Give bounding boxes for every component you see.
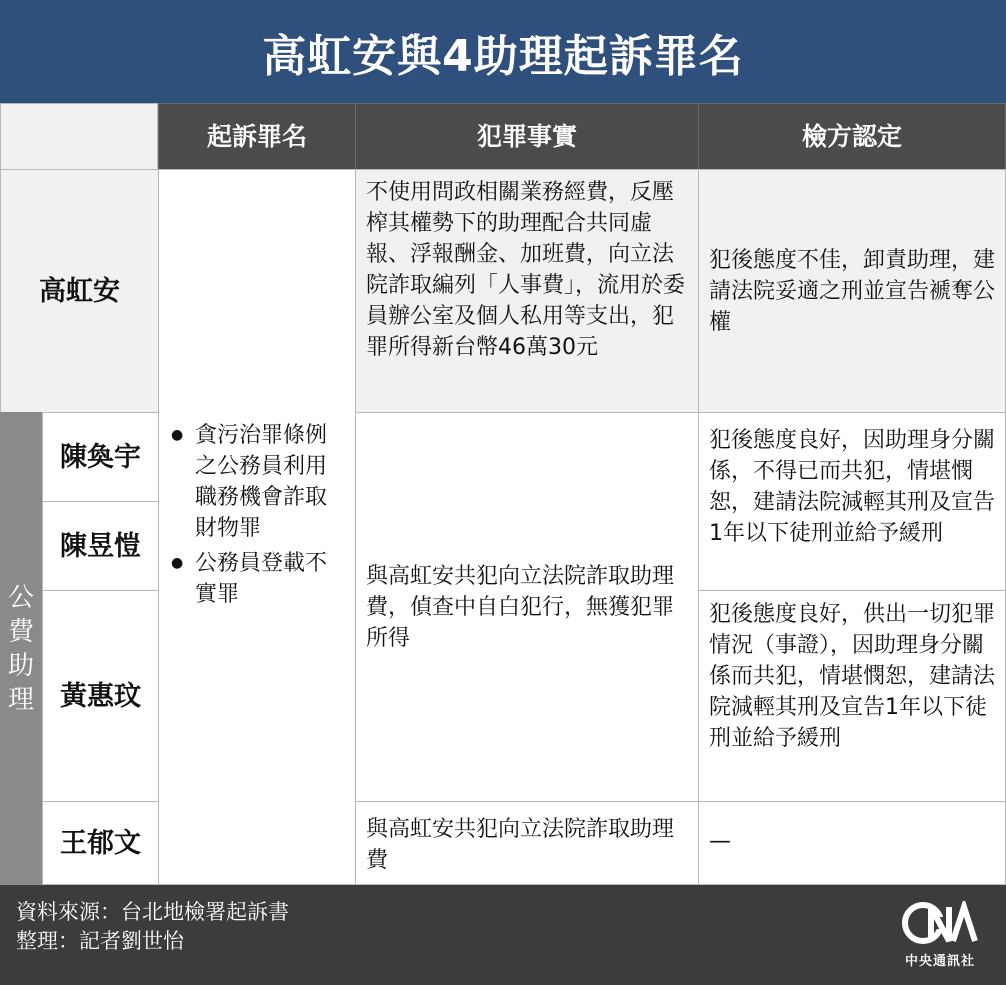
- prosecutor-wang-text: —: [709, 829, 731, 854]
- cna-logo: [894, 901, 986, 971]
- side-label-char: 費: [7, 616, 34, 647]
- header-prosecutor: 檢方認定: [698, 103, 1006, 170]
- footer-source: 資料來源：台北地檢署起訴書: [16, 900, 289, 924]
- page-title: 高虹安與4助理起訴罪名: [0, 0, 1006, 103]
- defendant-name-wang-yu-wen: 王郁文: [42, 801, 159, 885]
- charge-item: ● 貪污治罪條例之公務員利用職務機會詐取財物罪: [171, 420, 347, 544]
- prosecutor-kao-text: 犯後態度不佳，卸責助理，建請法院妥適之刑並宣告褫奪公權: [709, 247, 996, 335]
- facts-kao: 不使用問政相關業務經費，反壓榨其權勢下的助理配合共同虛報、浮報酬金、加班費，向立法院詐取編列「人事費」，流用於委員辦公室及個人私用等支出，犯罪所得新台幣46萬30元: [355, 169, 699, 413]
- defendant-name-kao: 高虹安: [0, 169, 159, 413]
- side-label-char: 公: [7, 582, 34, 613]
- side-label-char: 理: [7, 684, 34, 715]
- side-label-public-assistants: [0, 412, 42, 885]
- cna-logo-icon: [901, 901, 979, 945]
- facts-wang: 與高虹安共犯向立法院詐取助理費: [355, 801, 699, 885]
- charges-cell: [158, 169, 356, 885]
- prosecutor-wang: [698, 801, 1006, 885]
- prosecutor-chen: 犯後態度良好，因助理身分關係，不得已而共犯，情堪憫恕，建請法院減輕其刑及宣告1年以下徒刑並給予緩刑: [698, 412, 1006, 591]
- header-charges: 起訴罪名: [158, 103, 356, 170]
- defendant-name-huang-hui-wen: 黃惠玟: [42, 590, 159, 802]
- charge-item: ● 公務員登載不實罪: [171, 548, 347, 610]
- prosecutor-huang: 犯後態度良好，供出一切犯罪情況（事證），因助理身分關係而共犯，情堪憫恕，建請法院減輕其刑及宣告1年以下徒刑並給予緩刑: [698, 590, 1006, 802]
- footer-editor: 整理：記者劉世怡: [16, 929, 184, 953]
- facts-assistants: [355, 412, 699, 802]
- cna-logo-text: 中央通訊社: [904, 954, 975, 969]
- facts-assistants-text: 與高虹安共犯向立法院詐取助理費，偵查中自白犯行，無獲犯罪所得: [366, 563, 675, 651]
- header-corner: [0, 103, 158, 170]
- defendant-name-chen-huan-yu: 陳奐宇: [42, 412, 159, 502]
- footer: [0, 885, 1006, 985]
- header-facts: 犯罪事實: [355, 103, 699, 170]
- side-label-char: 助: [7, 650, 34, 681]
- prosecutor-kao: [698, 169, 1006, 413]
- charges-list: [171, 420, 347, 610]
- defendant-name-chen-yu-kai: 陳昱愷: [42, 501, 159, 591]
